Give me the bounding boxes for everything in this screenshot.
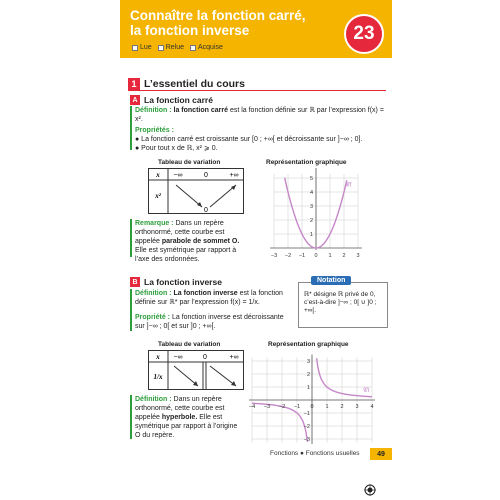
x-tick-label: −2 [284, 253, 292, 259]
x-tick-label: −2 [278, 404, 286, 410]
registration-mark-icon [364, 484, 376, 496]
subsection-letter: B [130, 277, 140, 287]
y-tick-label: 3 [309, 204, 313, 210]
checkbox-icon[interactable] [190, 45, 196, 51]
reading-status [132, 44, 223, 51]
y-tick-label: −2 [303, 424, 310, 430]
checkbox-icon[interactable] [158, 45, 164, 51]
table-a-min-value: 0 [204, 207, 208, 214]
remark-a: Remarque : Dans un repère orthonormé, cette courbe est appelée parabole de sommet O. Elle est symétrique par rapport à l’axe des ordonnées. [135, 220, 240, 263]
checkbox-icon[interactable] [132, 45, 138, 51]
section-heading [128, 78, 245, 90]
section-number: 1 [128, 78, 140, 90]
increasing-arrow [210, 185, 236, 207]
x-tick-label: −3 [270, 253, 278, 259]
notation-label: Notation [311, 276, 351, 285]
y-tick-label: 5 [309, 176, 313, 182]
variation-table-a [148, 168, 244, 214]
definition-b2: Définition : Dans un repère orthonormé, cette courbe est appelée hyperbole. Elle est symétrique par rapport à l’origine O du repère. [135, 396, 238, 439]
table-a-zero: 0 [204, 172, 208, 179]
x-tick-label: 1 [325, 404, 329, 410]
green-margin-bar [130, 106, 132, 150]
definition-b: Définition : La fonction inverse est la fonction définie sur ℝ* par l’expression f(x) = 1/x. [135, 290, 283, 306]
x-tick-label: 0 [310, 404, 314, 410]
chapter-title-line2: la fonction inverse [130, 23, 250, 38]
graph-caption-b: Représentation graphique [268, 341, 349, 348]
y-tick-label: 1 [309, 232, 313, 238]
section-divider [128, 90, 386, 91]
page-number: 49 [370, 448, 392, 460]
status-lue[interactable]: Lue [132, 44, 152, 51]
x-tick-label: 3 [356, 253, 360, 259]
notation-text: ℝ* désigne ℝ privé de 0, c’est-à-dire ]−∞ ; 0[ ∪ ]0 ; +∞[. [304, 291, 377, 314]
book-page [120, 0, 392, 500]
decreasing-arrow [176, 185, 202, 207]
x-tick-label: −1 [293, 404, 301, 410]
property-b: Propriété : La fonction inverse est décroissante sur ]−∞ ; 0[ et sur ]0 ; +∞[. [135, 314, 284, 330]
definition-a: Définition : la fonction carré est la fonction définie sur ℝ par l’expression f(x) = x². [135, 107, 384, 123]
y-tick-label: 3 [306, 359, 310, 365]
x-tick-label: 0 [314, 253, 318, 259]
arrow-head-icon [193, 381, 198, 386]
x-tick-label: 2 [340, 404, 344, 410]
x-tick-label: −4 [248, 404, 256, 410]
green-margin-bar [130, 219, 132, 257]
decreasing-arrow [210, 366, 236, 386]
chapter-number-badge: 23 [344, 14, 384, 54]
table-a-minus-inf: −∞ [173, 172, 183, 179]
graph-caption-a: Représentation graphique [266, 159, 347, 166]
y-tick-label: 4 [309, 190, 313, 196]
table-a-x2-label: x² [155, 192, 161, 200]
y-tick-label: 2 [306, 372, 310, 378]
subsection-letter: A [130, 95, 140, 105]
variation-table-b [148, 350, 244, 390]
table-caption-b: Tableau de variation [158, 341, 221, 348]
table-b-minus-inf: −∞ [173, 354, 183, 361]
hyperbola-graph [242, 350, 382, 444]
decreasing-arrow [174, 366, 198, 386]
status-acquise[interactable]: Acquise [190, 44, 223, 51]
curve-label: 𝒞f [345, 182, 352, 189]
table-caption-a: Tableau de variation [158, 159, 221, 166]
table-b-plus-inf: +∞ [229, 354, 239, 361]
parabola-graph [256, 166, 376, 260]
y-tick-label: −1 [303, 411, 310, 417]
x-tick-label: 2 [342, 253, 346, 259]
chapter-title [130, 8, 330, 38]
green-margin-bar [130, 289, 132, 331]
green-margin-bar [130, 395, 132, 439]
subsection-a-title: La fonction carré [144, 95, 213, 105]
table-b-x-label: x [156, 353, 160, 361]
x-tick-label: 4 [370, 404, 374, 410]
footer-breadcrumb: Fonctions ● Fonctions usuelles [270, 450, 360, 457]
x-tick-label: 3 [355, 404, 359, 410]
section-title: L’essentiel du cours [144, 78, 245, 90]
notation-box [298, 277, 388, 328]
properties-a: Propriétés : ● La fonction carré est croissante sur [0 ; +∞[ et décroissante sur ]−∞ ; 0]. ● Pour tout x de ℝ, x² ⩾ 0. [135, 127, 363, 152]
table-b-inverse-label: 1/x [153, 373, 163, 381]
x-tick-label: −3 [263, 404, 271, 410]
x-tick-label: 1 [328, 253, 332, 259]
chapter-title-line1: Connaître la fonction carré, [130, 8, 306, 23]
table-a-plus-inf: +∞ [229, 172, 239, 179]
curve-label: 𝒞f [363, 388, 370, 395]
table-a-x-label: x [156, 171, 160, 179]
y-tick-label: −3 [303, 437, 310, 443]
subsection-b-heading [130, 277, 222, 287]
subsection-b-title: La fonction inverse [144, 277, 222, 287]
x-tick-label: −1 [298, 253, 306, 259]
y-tick-label: 1 [306, 385, 310, 391]
arrow-head-icon [231, 381, 236, 386]
table-b-zero: 0 [203, 354, 207, 361]
subsection-a-heading [130, 95, 213, 105]
status-relue[interactable]: Relue [158, 44, 184, 51]
y-tick-label: 2 [309, 218, 313, 224]
